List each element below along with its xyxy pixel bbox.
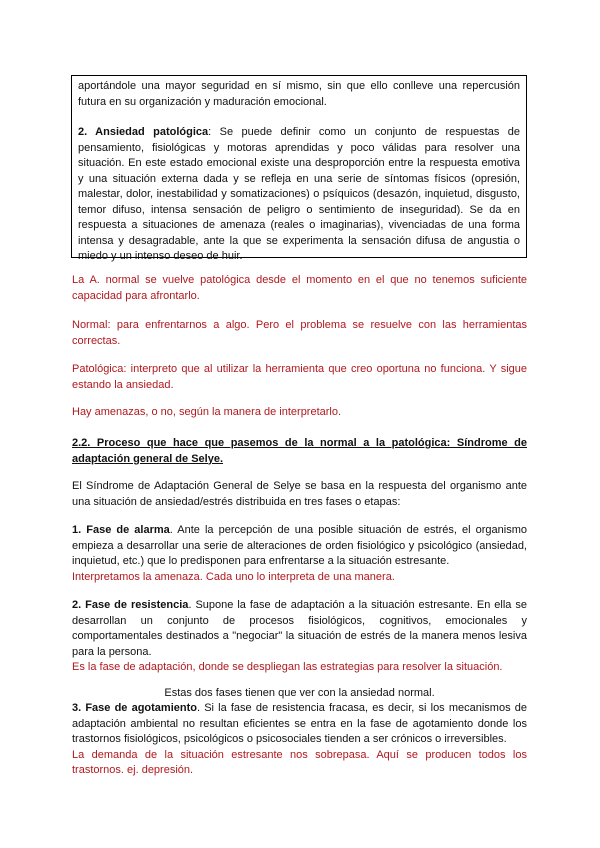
phase-2-note: Es la fase de adaptación, donde se despliegan las estrategias para resolver la situación. xyxy=(72,661,503,673)
section-intro: El Síndrome de Adaptación General de Selye se basa en la respuesta del organismo ante una situación de ansiedad/estrés distribuida en tres fases o etapas: xyxy=(72,480,527,508)
phase-1-note: Interpretamos la amenaza. Cada uno lo interpreta de una manera. xyxy=(72,570,395,583)
section-heading: 2.2. Proceso que hace que pasemos de la normal a la patológica: Síndrome de adaptación general de Selye. xyxy=(72,437,527,465)
phase-3-note: La demanda de la situación estresante nos sobrepasa. Aquí se producen todos los trastornos. ej. depresión. xyxy=(72,748,527,776)
note-4: Hay amenazas, o no, según la manera de interpretarlo. xyxy=(72,406,342,418)
definition-box xyxy=(71,75,527,262)
note-2: Normal: para enfrentarnos a algo. Pero el problema se resuelve con las herramientas correctas. xyxy=(72,319,527,347)
phase-2-paragraph xyxy=(72,598,527,660)
pathological-anxiety-text: : Se puede definir como un conjunto de respuestas de pensamiento, fisiológicas y motoras aprendidas y poco válidas para resolver una situación. En este estado emocional existe una desproporción entre la respuesta emotiva y una situación externa dada y se refleja en una serie de síntomas físicos (opresión, malestar, dolor, inestabilidad y somatizaciones) o psíquicos (desazón, inquietud, disgusto, temor difuso, intensa sensación de peligro o sentimiento de inseguridad). Se da en respuesta a situaciones de amenaza (reales o imaginarias), vivenciadas de una forma intensa y desagradable, ante la que se experimenta la sensación difusa de angustia o miedo y un intenso deseo de huir. xyxy=(78,126,520,262)
center-note: Estas dos fases tienen que ver con la ansiedad normal. xyxy=(164,687,435,699)
pathological-anxiety-title: 2. Ansiedad patológica xyxy=(78,126,209,138)
phase-1 xyxy=(72,523,527,585)
phase-3-text: . Si la fase de resistencia fracasa, es decir, si los mecanismos de adaptación ambiental no resultan eficientes se entra en la fase de agotamiento donde los trastornos fisiológicos, psicológicos o psicosociales tienden a ser crónicos o irreversibles. xyxy=(72,702,527,745)
note-1: La A. normal se vuelve patológica desde el momento en el que no tenemos suficiente capacidad para afrontarlo. xyxy=(72,274,527,302)
note-3: Patológica: interpreto que al utilizar la herramienta que creo oportuna no funciona. Y sigue estando la ansiedad. xyxy=(72,363,527,391)
phase-2-text: . Supone la fase de adaptación a la situación estresante. En ella se desarrollan un conjunto de procesos fisiológicos, cognitivos, emocionales y comportamentales destinados a "negociar" la situación de estrés de la manera menos lesiva para la persona. xyxy=(72,599,528,658)
phase-1-paragraph xyxy=(72,523,527,570)
box-paragraph-2 xyxy=(78,125,520,265)
phase-3-paragraph xyxy=(72,701,527,748)
phase-1-text: . Ante la percepción de una posible situación de estrés, el organismo empieza a desarrollar una serie de alteraciones de orden fisiológico y psicológico (ansiedad, inquietud, etc.) que lo predisponen para enfrentarse a la situación estresante. xyxy=(72,524,527,567)
phase-1-title: 1. Fase de alarma xyxy=(72,524,170,536)
phase-3-title: 3. Fase de agotamiento xyxy=(72,702,197,714)
phase-2-title: 2. Fase de resistencia xyxy=(72,599,189,611)
phase-3 xyxy=(72,701,527,779)
phase-2 xyxy=(72,598,527,676)
box-paragraph-1: aportándole una mayor seguridad en sí mismo, sin que ello conlleve una repercusión futura en su organización y maduración emocional. xyxy=(78,80,520,108)
